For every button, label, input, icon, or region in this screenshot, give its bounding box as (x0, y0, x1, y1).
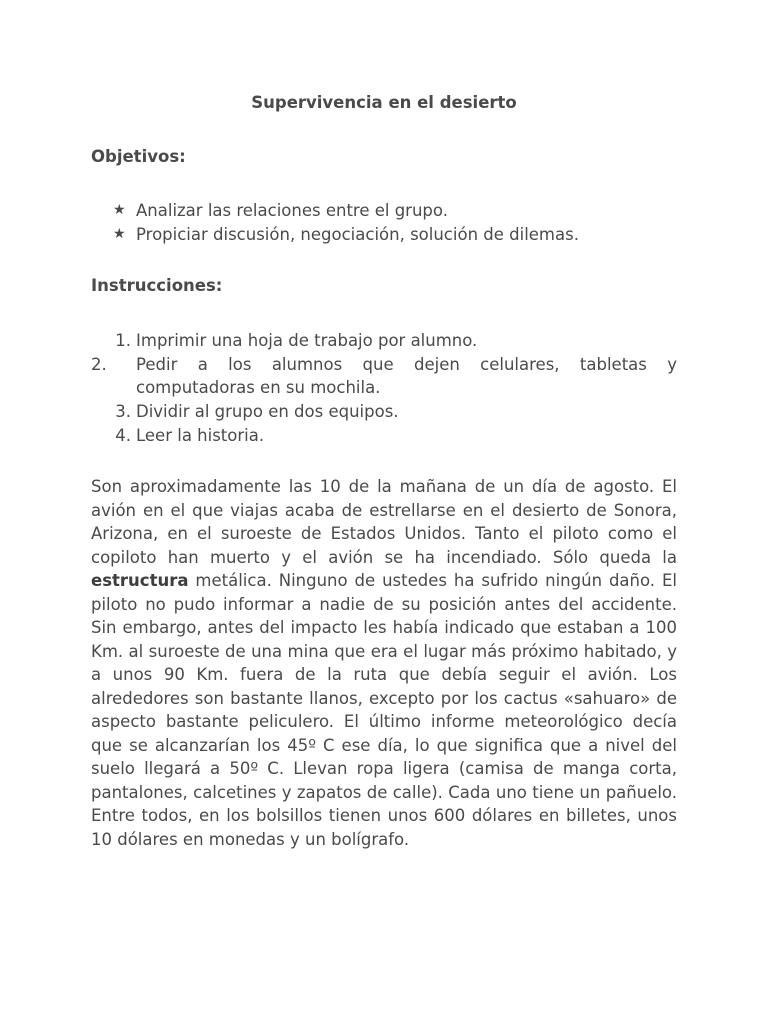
story-text-part2: metálica. Ninguno de ustedes ha sufrido ningún daño. El piloto no pudo informar a nadie de su posición antes del accidente. Sin embargo, antes del impacto les había indicado que estaban a 100 Km. al suroeste de una mina que era el lugar más próximo habitado, y a unos 90 Km. fuera de la ruta que debía seguir el avión. Los alrededores son bastante llanos, excepto por los cactus «sahuaro» de aspecto bastante peliculero. El último informe meteorológico decía que se alcanzarían los 45º C ese día, lo que significa que a nivel del suelo llegará a 50º C. Llevan ropa ligera (camisa de manga corta, pantalones, calcetines y zapatos de calle). Cada uno tiene un pañuelo. Entre todos, en los bolsillos tienen unos 600 dólares en billetes, unos 10 dólares en monedas y un bolígrafo. (91, 571, 677, 849)
instruction-item (91, 424, 677, 448)
objective-text: Propiciar discusión, negociación, solución de dilemas. (136, 224, 579, 244)
objective-text: Analizar las relaciones entre el grupo. (136, 201, 448, 220)
step-number: 4. (115, 425, 131, 445)
step-text: Imprimir una hoja de trabajo por alumno. (136, 331, 478, 350)
objective-item (91, 223, 677, 247)
story-paragraph (91, 475, 677, 851)
step-number: 1. (115, 331, 131, 350)
story-bold-word: estructura (91, 571, 189, 590)
instruction-item (91, 353, 677, 400)
step-number: 2. (91, 354, 107, 374)
objective-item (91, 199, 677, 223)
step-text: Pedir a los alumnos que dejen celulares, tabletas y computadoras en su mochila. (136, 354, 677, 398)
star-bullet-icon: ★ (113, 225, 126, 242)
step-number: 3. (115, 402, 131, 422)
step-text: Leer la historia. (136, 425, 265, 445)
objectives-heading: Objetivos: (91, 147, 186, 166)
document-title: Supervivencia en el desierto (251, 93, 517, 112)
instructions-list (91, 329, 677, 448)
story-text-part1: Son aproximadamente las 10 de la mañana de un día de agosto. El avión en el que viajas acaba de estrellarse en el desierto de Sonora, Arizona, en el suroeste de Estados Unidos. Tanto el piloto como el copiloto han muerto y el avión se ha incendiado. Sólo queda la (91, 477, 677, 567)
step-text: Dividir al grupo en dos equipos. (136, 402, 399, 422)
instructions-heading: Instrucciones: (91, 276, 223, 295)
objectives-list (91, 199, 677, 246)
star-bullet-icon: ★ (113, 202, 126, 218)
instruction-item (91, 400, 677, 424)
instruction-item (91, 329, 677, 353)
